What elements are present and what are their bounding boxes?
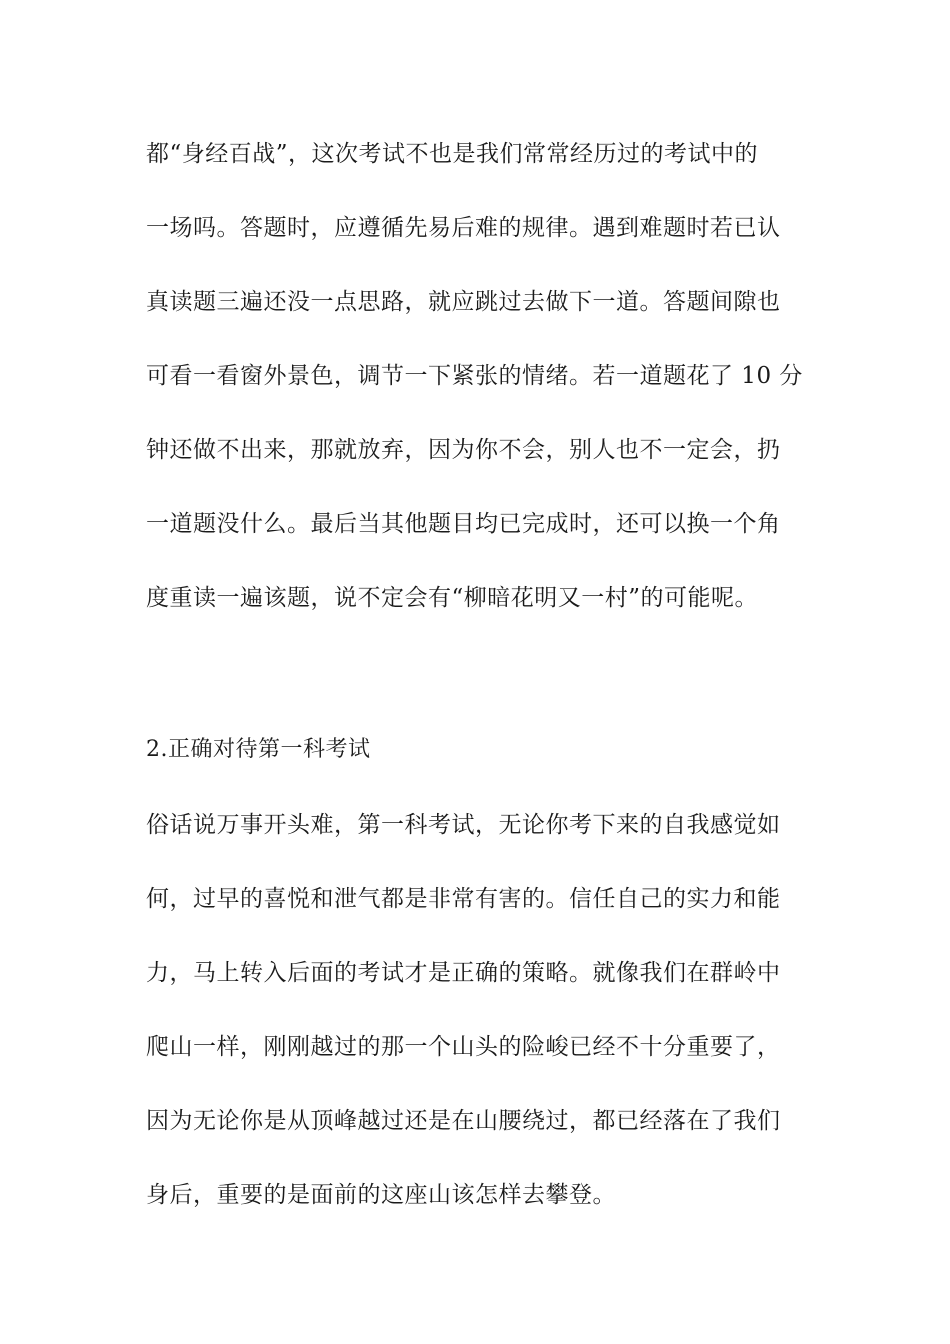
paragraph-line: 一道题没什么。最后当其他题目均已完成时，还可以换一个角 [146,511,781,537]
paragraph-line: 钟还做不出来，那就放弃，因为你不会，别人也不一定会，扔 [146,437,781,463]
paragraph-line: 真读题三遍还没一点思路，就应跳过去做下一道。答题间隙也 [146,289,781,315]
paragraph-line: 一场吗。答题时，应遵循先易后难的规律。遇到难题时若已认 [146,215,781,241]
paragraph-line: 都“身经百战”，这次考试不也是我们常常经历过的考试中的 [146,141,759,167]
paragraph-line: 身后，重要的是面前的这座山该怎样去攀登。 [146,1182,616,1208]
paragraph-line: 俗话说万事开头难，第一科考试，无论你考下来的自我感觉如 [146,812,781,838]
paragraph-line: 力，马上转入后面的考试才是正确的策略。就像我们在群岭中 [146,960,781,986]
paragraph-line: 度重读一遍该题，说不定会有“柳暗花明又一村”的可能呢。 [146,585,759,611]
paragraph-line: 何，过早的喜悦和泄气都是非常有害的。信任自己的实力和能 [146,886,781,912]
paragraph-line: 因为无论你是从顶峰越过还是在山腰绕过，都已经落在了我们 [146,1108,781,1134]
section-heading: 2.正确对待第一科考试 [146,737,371,762]
paragraph-line: 可看一看窗外景色，调节一下紧张的情绪。若一道题花了 10 分 [146,363,803,389]
paragraph-line: 爬山一样，刚刚越过的那一个山头的险峻已经不十分重要了， [146,1034,781,1060]
